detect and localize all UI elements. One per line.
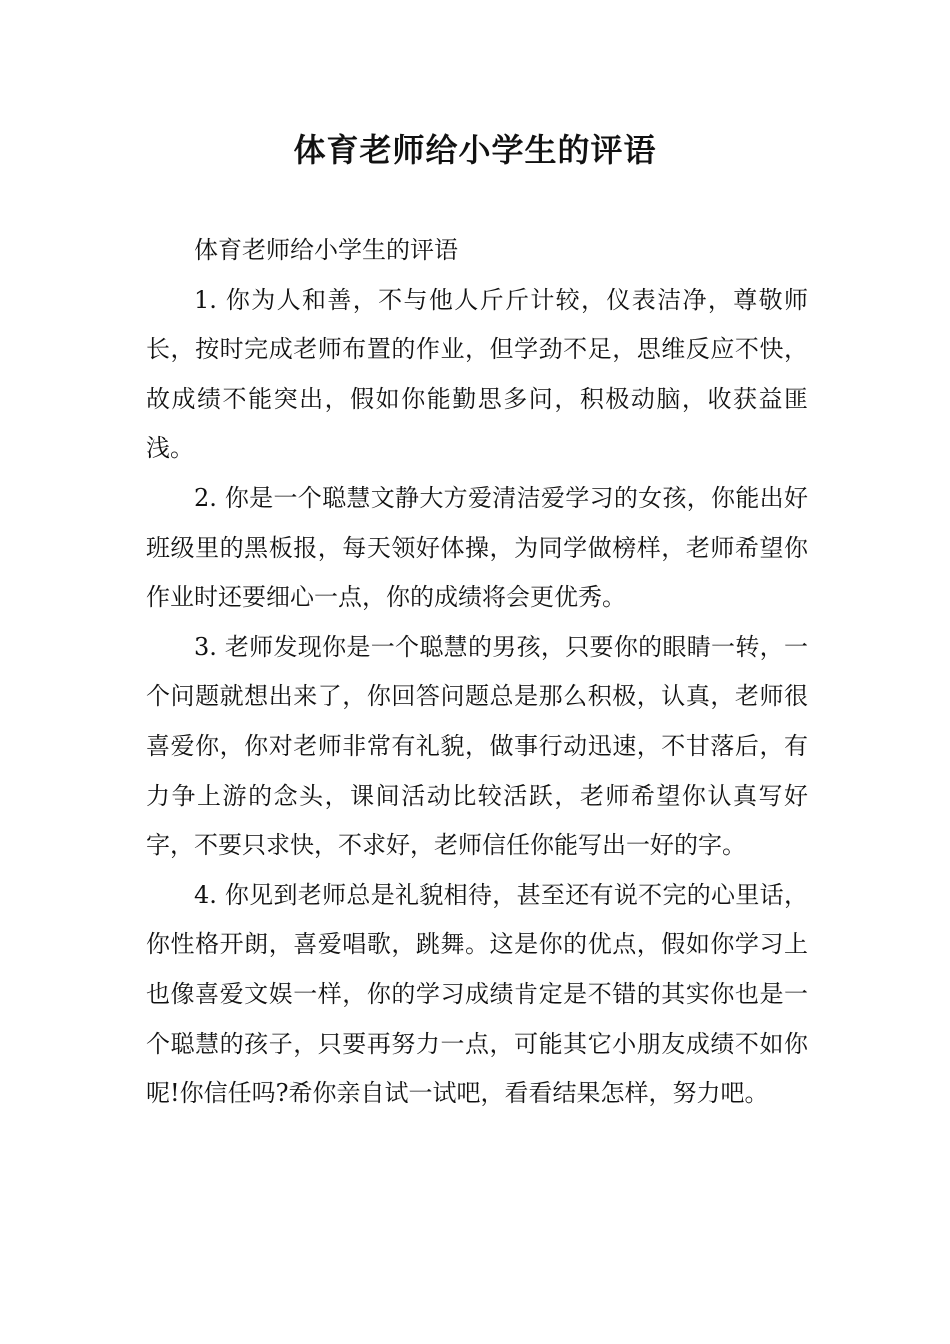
document-body [146,226,808,1119]
paragraph-comment-1: 1. 你为人和善，不与他人斤斤计较，仪表洁净，尊敬师长，按时完成老师布置的作业，但学劲不足，思维反应不快，故成绩不能突出，假如你能勤思多问，积极动脑，收获益匪浅。 [146,285,808,463]
paragraph-comment-2: 2. 你是一个聪慧文静大方爱清洁爱学习的女孩，你能出好班级里的黑板报，每天领好体操，为同学做榜样，老师希望你作业时还要细心一点，你的成绩将会更优秀。 [146,483,808,612]
document-title: 体育老师给小学生的评语 [293,131,657,169]
paragraph-comment-4: 4. 你见到老师总是礼貌相待，甚至还有说不完的心里话，你性格开朗，喜爱唱歌，跳舞。这是你的优点，假如你学习上也像喜爱文娱一样，你的学习成绩肯定是不错的其实你也是一个聪慧的孩子，只要再努力一点，可能其它小朋友成绩不如你呢!你信任吗?希你亲自试一试吧，看看结果怎样，努力吧。 [146,880,808,1108]
paragraph-subtitle: 体育老师给小学生的评语 [194,236,458,264]
paragraph-comment-3: 3. 老师发现你是一个聪慧的男孩，只要你的眼睛一转，一个问题就想出来了，你回答问题总是那么积极，认真，老师很喜爱你，你对老师非常有礼貌，做事行动迅速，不甘落后，有力争上游的念头，课间活动比较活跃，老师希望你认真写好字，不要只求快，不求好，老师信任你能写出一好的字。 [146,632,808,860]
